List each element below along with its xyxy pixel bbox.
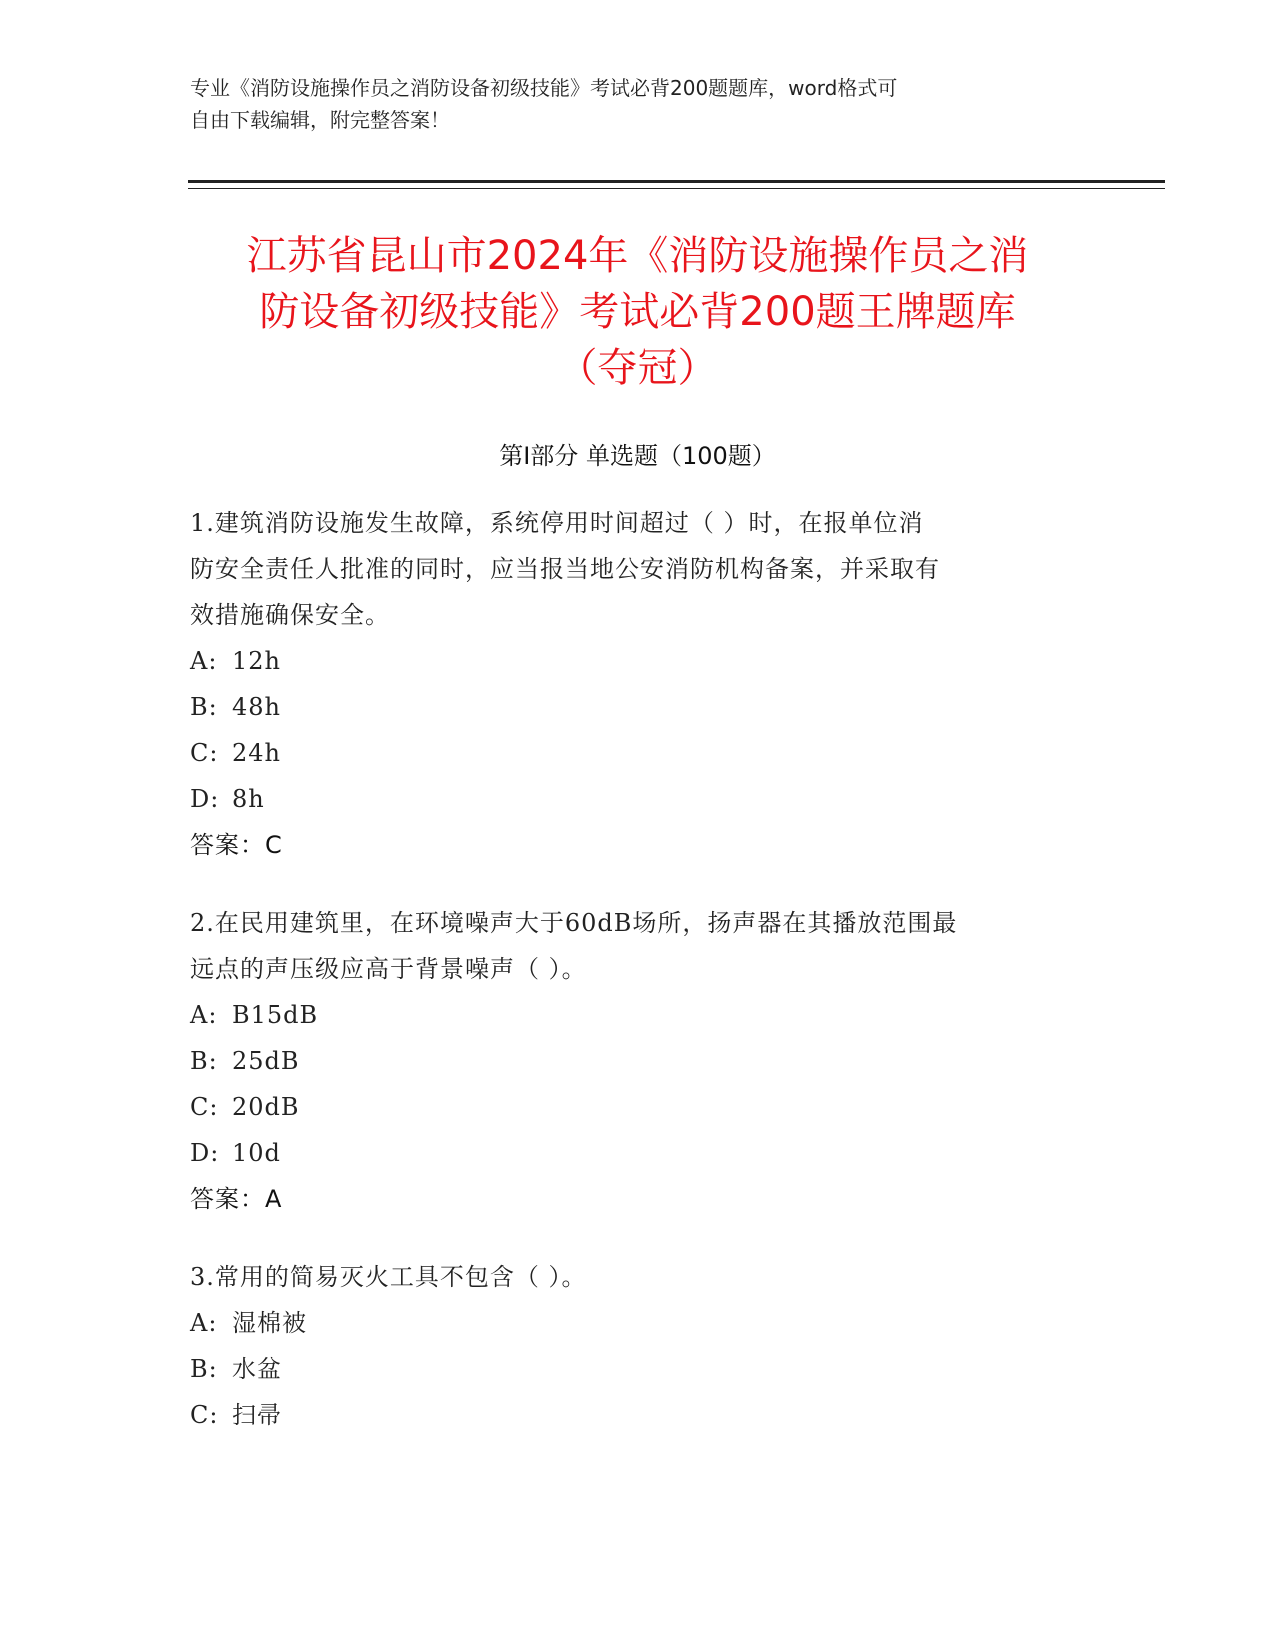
question-2-option-c [190,1084,1090,1130]
question-1-stem-line: 效措施确保安全。 [190,601,390,629]
document-title-line-2: 防设备初级技能》考试必背200题王牌题库 [259,289,1016,335]
header-note [190,72,1090,136]
option-text: 12h [232,647,281,675]
option-key: D: [190,1139,220,1167]
question-1-stem-line: 1.建筑消防设施发生故障，系统停用时间超过（ ）时，在报单位消 [190,509,924,537]
question-2-option-a [190,992,1090,1038]
question-3-option-b [190,1346,1090,1392]
header-note-line-1: 专业《消防设施操作员之消防设备初级技能》考试必背200题题库，word格式可 [190,76,898,100]
question-1-stem-line: 防安全责任人批准的同时，应当报当地公安消防机构备案，并采取有 [190,555,940,583]
question-1-answer: 答案：C [190,831,283,859]
header-note-line-2: 自由下载编辑，附完整答案！ [190,108,450,132]
option-text: B15dB [232,1001,319,1029]
question-1-option-c [190,730,1090,776]
question-3 [190,1254,1090,1438]
option-key: B: [190,693,218,721]
option-key: A: [190,1001,218,1029]
option-key: B: [190,1355,218,1383]
question-3-option-a [190,1300,1090,1346]
option-text: 水盆 [232,1355,282,1383]
question-2-option-b [190,1038,1090,1084]
question-1-option-b [190,684,1090,730]
document-title-line-3: （夺冠） [557,345,718,391]
option-key: C: [190,1093,219,1121]
option-text: 扫帚 [232,1401,282,1429]
option-text: 24h [232,739,281,767]
option-text: 48h [232,693,281,721]
section-heading: 第Ⅰ部分 单选题（100题） [499,442,776,470]
question-2-stem-line: 2.在民用建筑里，在环境噪声大于60dB场所，扬声器在其播放范围最 [190,909,958,937]
header-divider-thick [188,180,1165,183]
question-1-option-d [190,776,1090,822]
question-1 [190,500,1090,868]
option-key: D: [190,785,220,813]
option-text: 20dB [232,1093,300,1121]
option-text: 8h [232,785,265,813]
option-text: 25dB [232,1047,300,1075]
question-3-stem-line: 3.常用的简易灭火工具不包含（ ）。 [190,1263,587,1291]
question-1-stem [190,500,1090,638]
question-3-option-c [190,1392,1090,1438]
option-key: A: [190,1309,218,1337]
question-2-stem [190,900,1090,992]
option-key: C: [190,1401,219,1429]
document-title-line-1: 江苏省昆山市2024年《消防设施操作员之消 [246,233,1029,279]
question-1-option-a [190,638,1090,684]
question-2 [190,900,1090,1222]
option-text: 10d [232,1139,281,1167]
question-2-stem-line: 远点的声压级应高于背景噪声（ ）。 [190,955,587,983]
question-2-option-d [190,1130,1090,1176]
option-key: C: [190,739,219,767]
question-2-answer: 答案：A [190,1185,283,1213]
option-key: B: [190,1047,218,1075]
option-key: A: [190,647,218,675]
question-3-stem [190,1254,1090,1300]
document-title [150,228,1125,396]
option-text: 湿棉被 [232,1309,307,1337]
header-divider-thin [188,188,1165,189]
